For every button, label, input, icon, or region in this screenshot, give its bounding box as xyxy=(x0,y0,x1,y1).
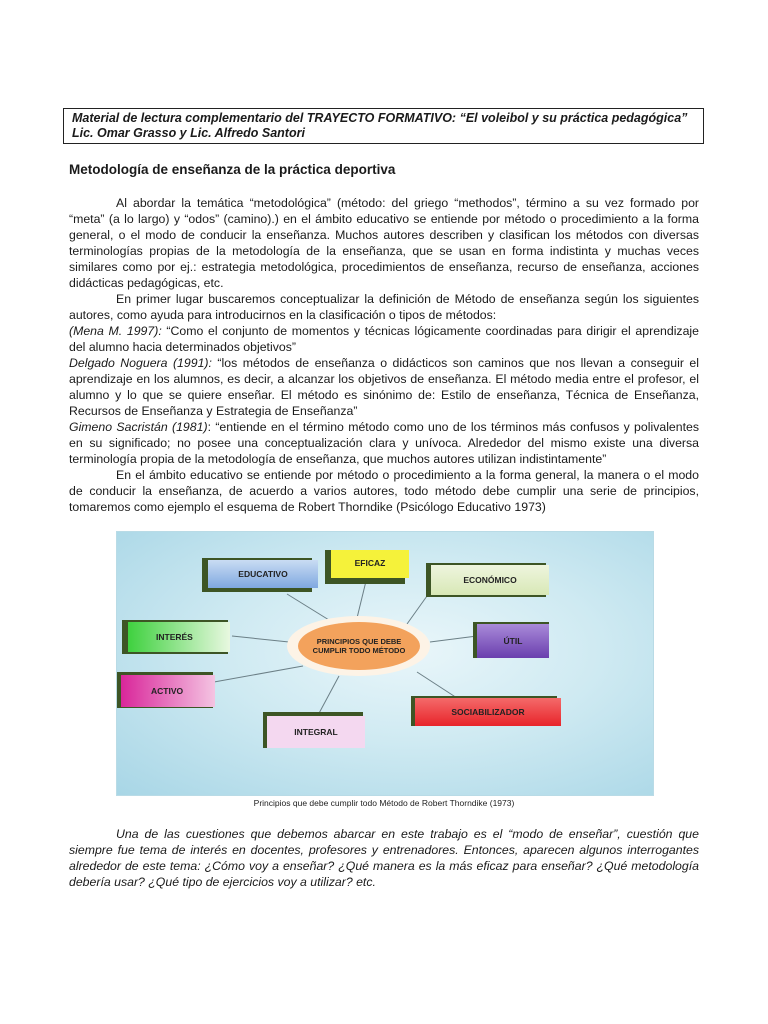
quote-delgado-text: “los métodos de enseñanza o didácticos son caminos que nos llevan a conseguir el aprendizaje en los alumnos, es decir, a alcanzar los objetivos de enseñanza. El método media entre el profesor, el alumno y lo que se quiere enseñar. El método es sinónimo de: Estilo de enseñanza, Técnica de Enseñanza, Recursos de Enseñanza y Estrategia de Enseñanza” xyxy=(69,356,699,418)
quote-delgado xyxy=(69,355,699,419)
principle-economico: ECONÓMICO xyxy=(431,565,549,595)
connector-educativo xyxy=(287,594,329,620)
principle-sociabilizador: SOCIABILIZADOR xyxy=(415,698,561,726)
diagram-caption: Principios que debe cumplir todo Método de Robert Thorndike (1973) xyxy=(253,798,515,808)
quote-mena-text: “Como el conjunto de momentos y técnicas lógicamente coordinadas para dirigir el aprendizaje del alumno hacia determinados objetivos” xyxy=(69,324,699,354)
header-line-2: Lic. Omar Grasso y Lic. Alfredo Santori xyxy=(72,126,305,140)
connector-activo xyxy=(214,666,303,682)
header-line-1: Material de lectura complementario del TRAYECTO FORMATIVO: “El voleibol y su práctica pedagógica” xyxy=(72,111,688,125)
connector-util xyxy=(430,636,477,642)
quote-gimeno-text: : “entiende en el término método como uno de los términos más confusos y polivalentes en su significado; no posee una conceptualización clara y unívoca. Alrededor del mismo existe una diversa terminología propia de la metodología de enseñanza, que muchos autores utilizan indistintamente” xyxy=(69,420,700,466)
quote-gimeno xyxy=(69,419,699,467)
quote-mena-author: (Mena M. 1997): xyxy=(69,324,162,338)
principle-interes: INTERÉS xyxy=(128,622,230,652)
connector-sociabilizador xyxy=(417,672,457,698)
paragraph-4: Una de las cuestiones que debemos abarcar en este trabajo es el “modo de enseñar”, cuestión que siempre fue tema de interés en docentes, profesores y entrenadores. Entonces, aparecen algunos interrogantes alrededor de este tema: ¿Cómo voy a enseñar? ¿Qué manera es la más eficaz para enseñar? ¿Qué metodología debería usar? ¿Qué tipo de ejercicios voy a utilizar? etc. xyxy=(69,827,699,889)
principle-util: ÚTIL xyxy=(477,624,549,658)
quote-mena xyxy=(69,323,699,355)
principle-educativo: EDUCATIVO xyxy=(208,560,318,588)
body-text-top xyxy=(69,195,699,515)
quote-gimeno-author: Gimeno Sacristán (1981) xyxy=(69,420,208,434)
section-title: Metodología de enseñanza de la práctica deportiva xyxy=(69,162,396,177)
connector-integral xyxy=(317,676,339,717)
body-text-bottom xyxy=(69,826,699,890)
principle-activo: ACTIVO xyxy=(121,675,215,707)
principle-eficaz: EFICAZ xyxy=(331,550,409,578)
quote-delgado-author: Delgado Noguera (1991): xyxy=(69,356,212,370)
paragraph-2: En primer lugar buscaremos conceptualizar la definición de Método de enseñanza según los siguientes autores, como ayuda para introducirnos en la clasificación o tipos de métodos: xyxy=(69,292,699,322)
header-box xyxy=(63,108,704,144)
principle-integral: INTEGRAL xyxy=(267,716,365,748)
principles-diagram xyxy=(116,531,654,796)
connector-interes xyxy=(232,636,289,642)
paragraph-1: Al abordar la temática “metodológica” (método: del griego “methodos”, término a su vez formado por “meta” (a lo largo) y “odos” (camino).) en el ámbito educativo se entiende por método o procedimiento a la forma general, o el modo de conducir la enseñanza. Muchos autores describen y clasifican los métodos con diversas terminologías propias de la metodología de la enseñanza, que se usan en forma indistinta y muchas veces similares como por ej.: estrategia metodológica, procedimientos de enseñanza, recurso de enseñanza, acciones didácticas pedagógicas, etc. xyxy=(69,196,699,290)
center-principles: PRINCIPIOS QUE DEBE CUMPLIR TODO MÉTODO xyxy=(298,622,420,670)
paragraph-3: En el ámbito educativo se entiende por método o procedimiento a la forma general, la manera o el modo de conducir la enseñanza, de acuerdo a varios autores, todo método debe cumplir una serie de principios, tomaremos como ejemplo el esquema de Robert Thorndike (Psicólogo Educativo 1973) xyxy=(69,468,699,514)
